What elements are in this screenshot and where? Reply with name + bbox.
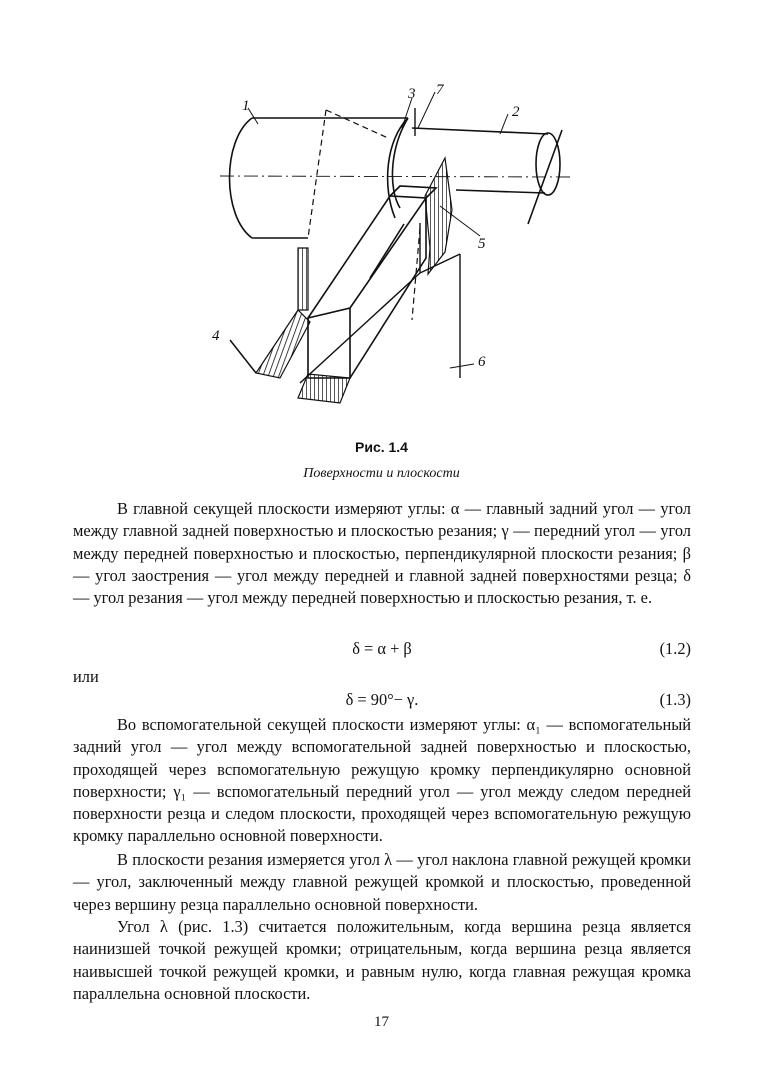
paragraph-lambda-sign: Угол λ (рис. 1.3) считается положительным, когда вершина резца является наинизшей точкой режущей кромки; отрицательным, когда вершина резца является наивысшей точкой режущей кромки, и равным нулю, когда главная режущая кромка параллельна основной плоскости. <box>73 917 691 1003</box>
figure-label-1: 1 <box>242 98 250 114</box>
connector-text: или <box>73 667 99 686</box>
flank-surface-main <box>425 158 452 274</box>
page-number: 17 <box>374 1014 389 1030</box>
figure-label-6: 6 <box>478 354 486 370</box>
figure-label-2: 2 <box>512 104 520 120</box>
equation-number: (1.3) <box>659 690 691 709</box>
figure-caption-subtitle: Поверхности и плоскости <box>303 466 460 481</box>
paragraph-auxiliary-section-angles: Во вспомогательной секущей плоскости измеряют углы: α₁ — вспомогательный задний угол — угол между вспомогательной задней поверхностью и плоскостью, проходящей через вспомогательную режущую кромку перпендикулярно основной поверхности; γ₁ — вспомогательный передний угол — угол между следом передней поверхности резца и следом плоскости, проходящей через вспомогательную режущую кромку параллельно основной поверхности. <box>73 715 691 846</box>
equation-number: (1.2) <box>659 639 691 658</box>
equation-expression: δ = 90°− γ. <box>345 690 419 709</box>
figure-label-3: 3 <box>408 86 416 102</box>
figure-label-4: 4 <box>212 328 220 344</box>
figure-caption-title: Рис. 1.4 <box>355 439 408 455</box>
axis-line <box>220 176 570 177</box>
flank-surface-side <box>298 248 308 310</box>
paragraph-cutting-plane-angle: В плоскости резания измеряется угол λ — угол наклона главной режущей кромки — угол, заключенный между главной режущей кромкой и плоскостью, проведенной через вершину резца параллельно основной поверхности. <box>73 850 691 914</box>
equation-1-2 <box>73 638 691 660</box>
workpiece-large-section <box>230 118 409 238</box>
equation-1-3 <box>73 689 691 711</box>
figure-1-4 <box>190 78 590 428</box>
figure-label-5: 5 <box>478 236 486 252</box>
figure-label-7: 7 <box>436 82 444 98</box>
equation-expression: δ = α + β <box>352 639 412 658</box>
transition-surface <box>392 118 408 208</box>
paragraph-main-section-angles: В главной секущей плоскости измеряют углы: α — главный задний угол — угол между главной задней поверхностью и плоскостью резания; γ — передний угол — угол между передней поверхностью и плоскостью, перпендикулярной плоскости резания; β — угол заострения — угол между передней и главной задней поверхностями резца; δ — угол резания — угол между передней поверхностью и плоскостью резания, т. е. <box>73 499 691 608</box>
cutter-tool <box>308 186 436 378</box>
base-plane-edge <box>230 340 256 373</box>
flank-surface-base <box>256 310 310 378</box>
